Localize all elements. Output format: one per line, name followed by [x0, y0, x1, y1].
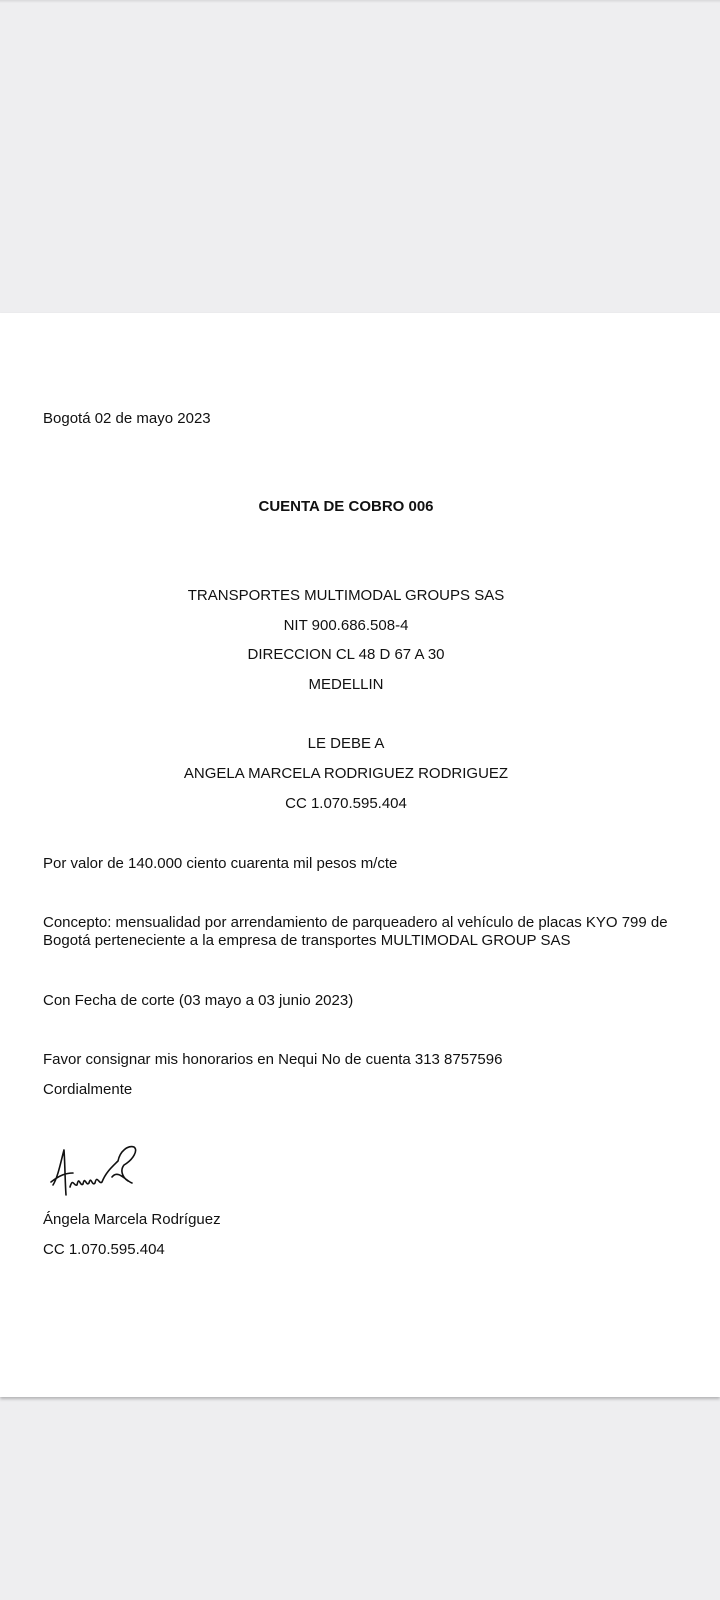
concept-paragraph: Concepto: mensualidad por arrendamiento de parqueadero al vehículo de placas KYO 799 de Bogotá perteneciente a la empresa de transportes MULTIMODAL GROUP SAS — [43, 914, 668, 949]
date-line: Bogotá 02 de mayo 2023 — [43, 410, 211, 427]
closing-line: Cordialmente — [43, 1081, 133, 1098]
creditor-id: CC 1.070.595.404 — [285, 795, 407, 812]
document-page — [0, 313, 720, 1397]
document-title: CUENTA DE COBRO 006 — [258, 498, 434, 515]
amount-line: Por valor de 140.000 ciento cuarenta mil pesos m/cte — [43, 855, 398, 872]
owes-label: LE DEBE A — [307, 735, 385, 752]
creditor-name: ANGELA MARCELA RODRIGUEZ RODRIGUEZ — [183, 765, 509, 782]
debtor-city: MEDELLIN — [308, 676, 384, 693]
payment-line: Favor consignar mis honorarios en Nequi No de cuenta 313 8757596 — [43, 1051, 503, 1068]
debtor-company: TRANSPORTES MULTIMODAL GROUPS SAS — [187, 587, 505, 604]
signer-id: CC 1.070.595.404 — [43, 1241, 165, 1258]
signer-name: Ángela Marcela Rodríguez — [43, 1211, 221, 1228]
debtor-address: DIRECCION CL 48 D 67 A 30 — [247, 646, 445, 663]
debtor-nit: NIT 900.686.508-4 — [283, 617, 409, 634]
top-edge-shadow — [0, 0, 720, 3]
cutoff-line: Con Fecha de corte (03 mayo a 03 junio 2023) — [43, 992, 354, 1009]
handwritten-signature — [46, 1137, 146, 1201]
